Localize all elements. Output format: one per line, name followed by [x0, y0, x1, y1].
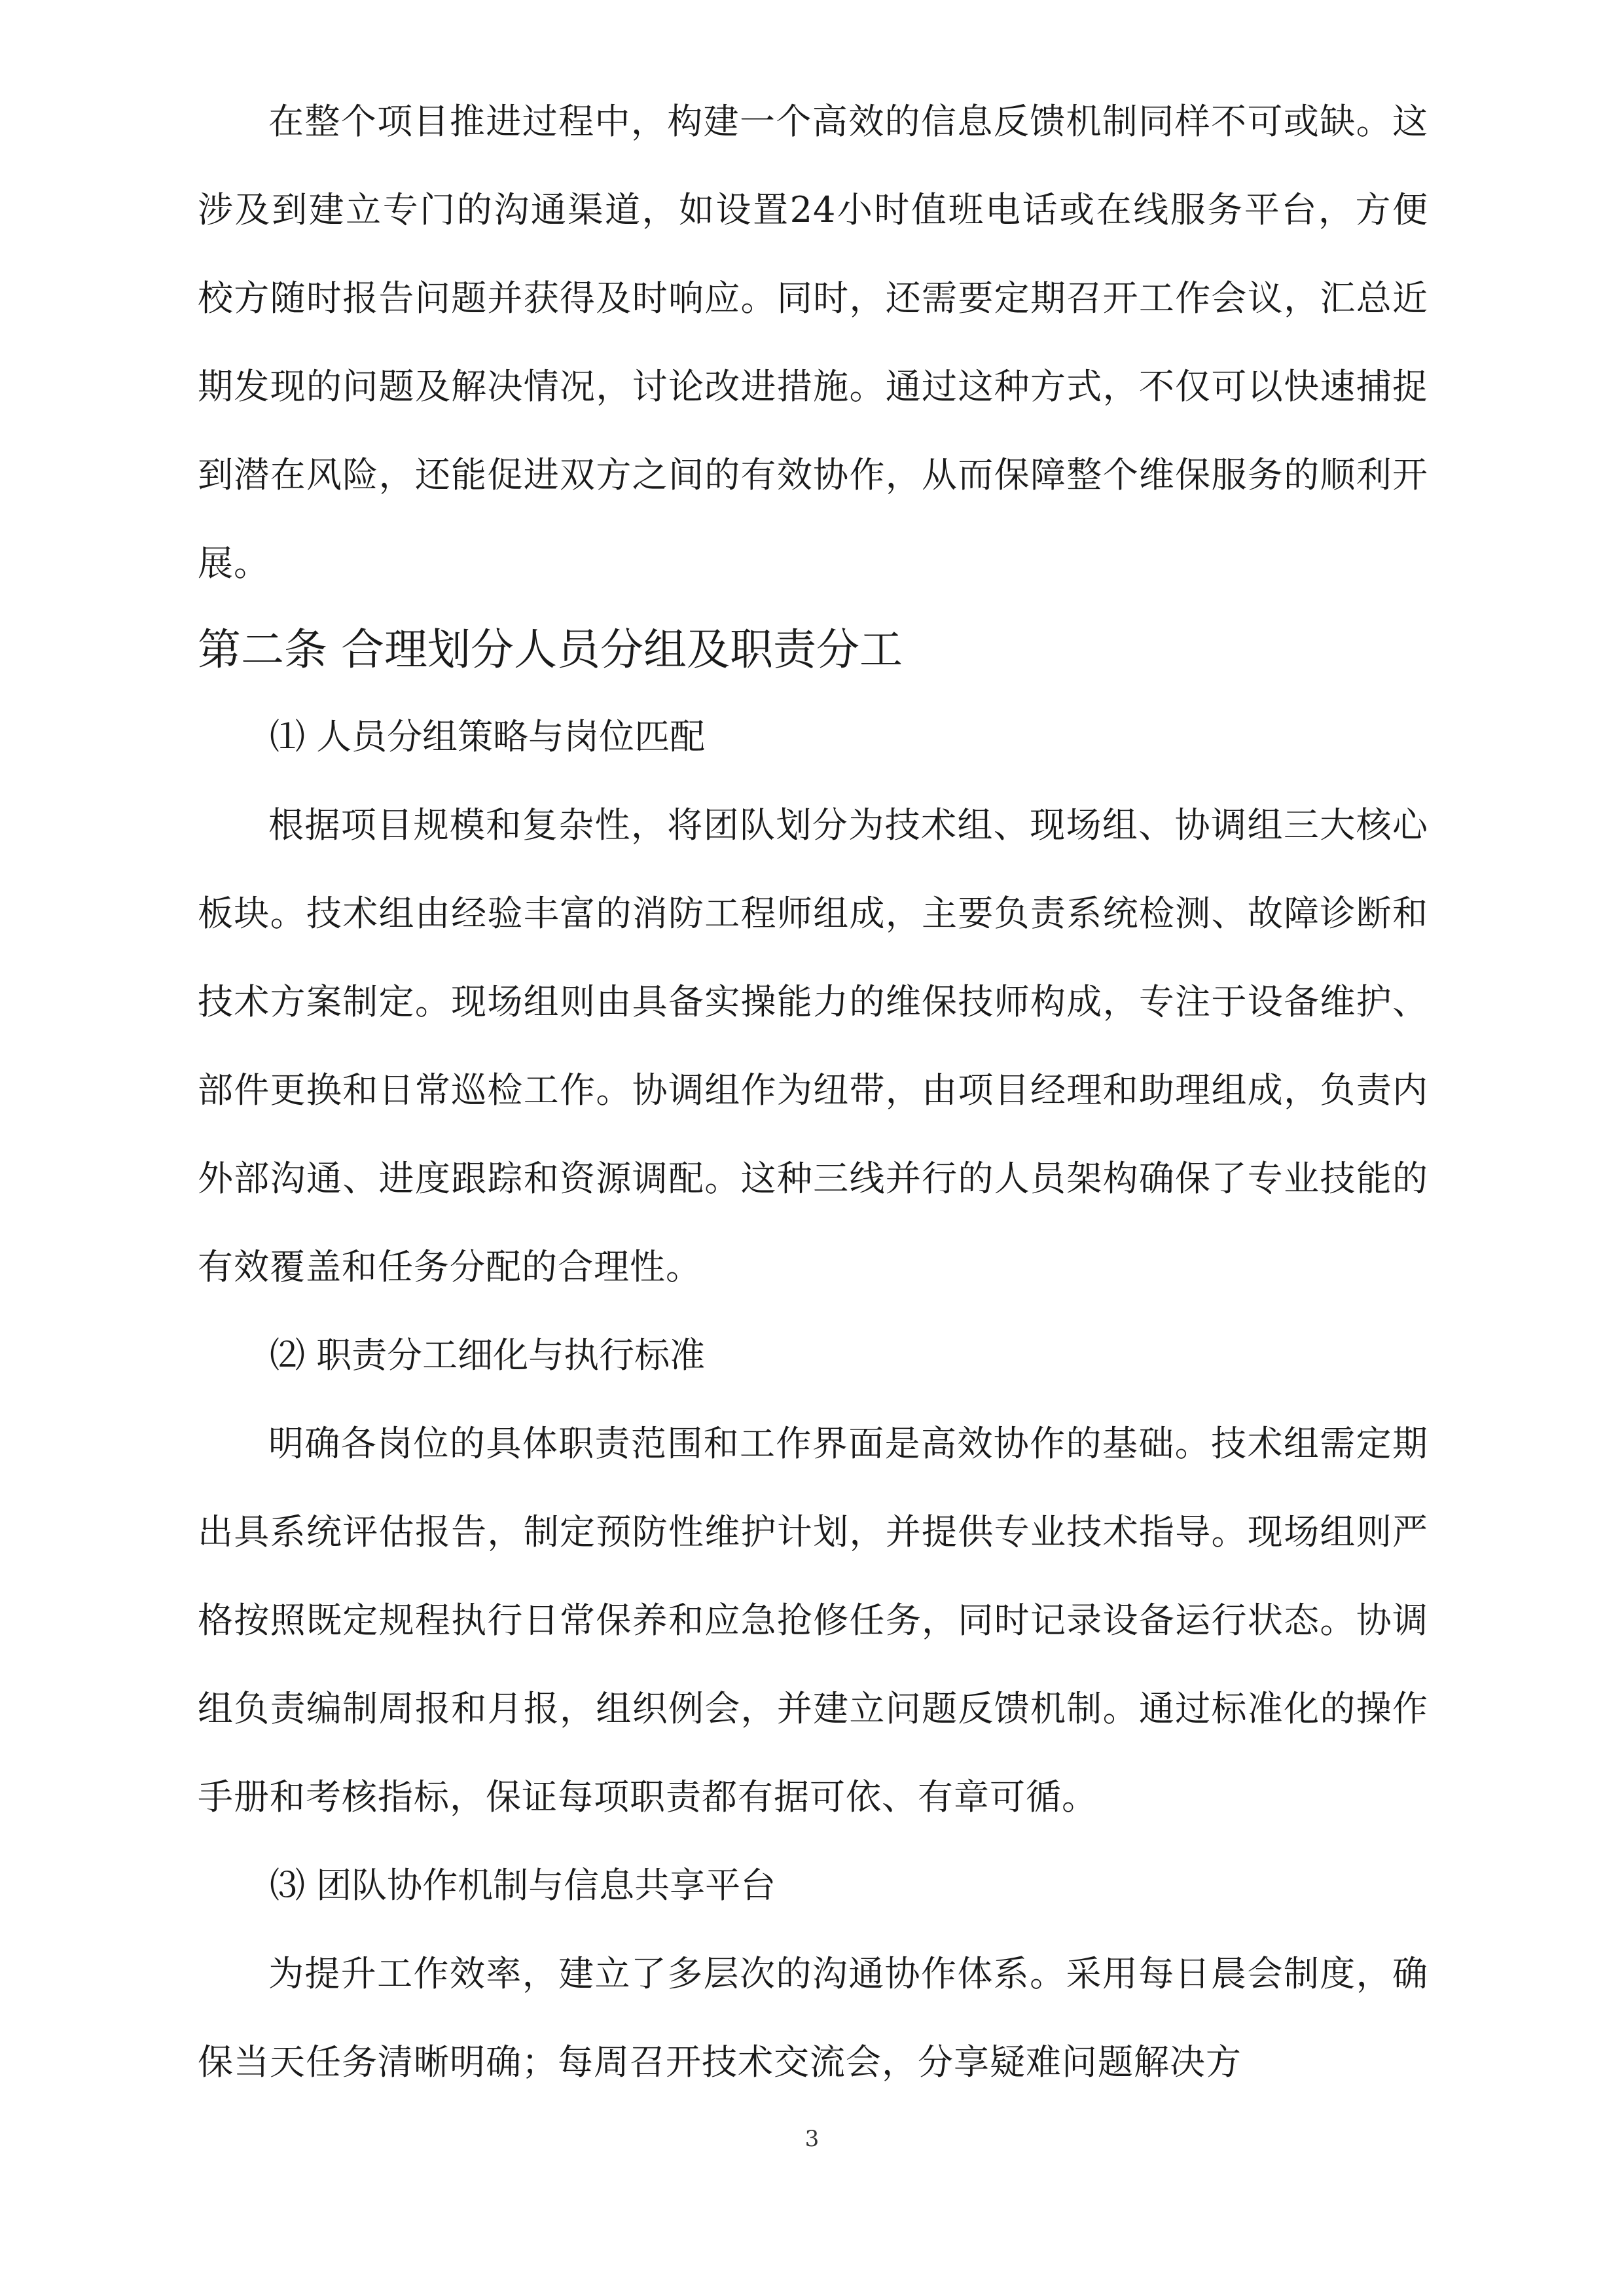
subheading-duty-standards: ⑵ 职责分工细化与执行标准 — [270, 1335, 706, 1376]
paragraph-feedback-mechanism: 在整个项目推进过程中，构建一个高效的信息反馈机制同样不可或缺。这涉及到建立专门的沟通渠道，如设置24小时值班电话或在线服务平台，方便校方随时报告问题并获得及时响应。同时，还需要定期召开工作会议，汇总近期发现的问题及解决情况，讨论改进措施。通过这种方式，不仅可以快速捕捉到潜在风险，还能促进双方之间的有效协作，从而保障整个维保服务的顺利开展。 — [198, 101, 1428, 584]
page-body — [198, 77, 1428, 2106]
paragraph-collaboration-system: 为提升工作效率，建立了多层次的沟通协作体系。采用每日晨会制度，确保当天任务清晰明确；每周召开技术交流会，分享疑难问题解决方 — [198, 1953, 1428, 2083]
page-number: 3 — [804, 2126, 820, 2152]
subheading-grouping-strategy: ⑴ 人员分组策略与岗位匹配 — [270, 716, 706, 757]
paragraph-team-division: 根据项目规模和复杂性，将团队划分为技术组、现场组、协调组三大核心板块。技术组由经验丰富的消防工程师组成，主要负责系统检测、故障诊断和技术方案制定。现场组则由具备实操能力的维保技师构成，专注于设备维护、部件更换和日常巡检工作。协调组作为纽带，由项目经理和助理组成，负责内外部沟通、进度跟踪和资源调配。这种三线并行的人员架构确保了专业技能的有效覆盖和任务分配的合理性。 — [198, 804, 1428, 1287]
paragraph-duty-details: 明确各岗位的具体职责范围和工作界面是高效协作的基础。技术组需定期出具系统评估报告，制定预防性维护计划，并提供专业技术指导。现场组则严格按照既定规程执行日常保养和应急抢修任务，同时记录设备运行状态。协调组负责编制周报和月报，组织例会，并建立问题反馈机制。通过标准化的操作手册和考核指标，保证每项职责都有据可依、有章可循。 — [198, 1423, 1428, 1818]
section-heading-article-2: 第二条 合理划分人员分组及职责分工 — [198, 624, 903, 675]
subheading-collaboration-platform: ⑶ 团队协作机制与信息共享平台 — [270, 1865, 776, 1906]
